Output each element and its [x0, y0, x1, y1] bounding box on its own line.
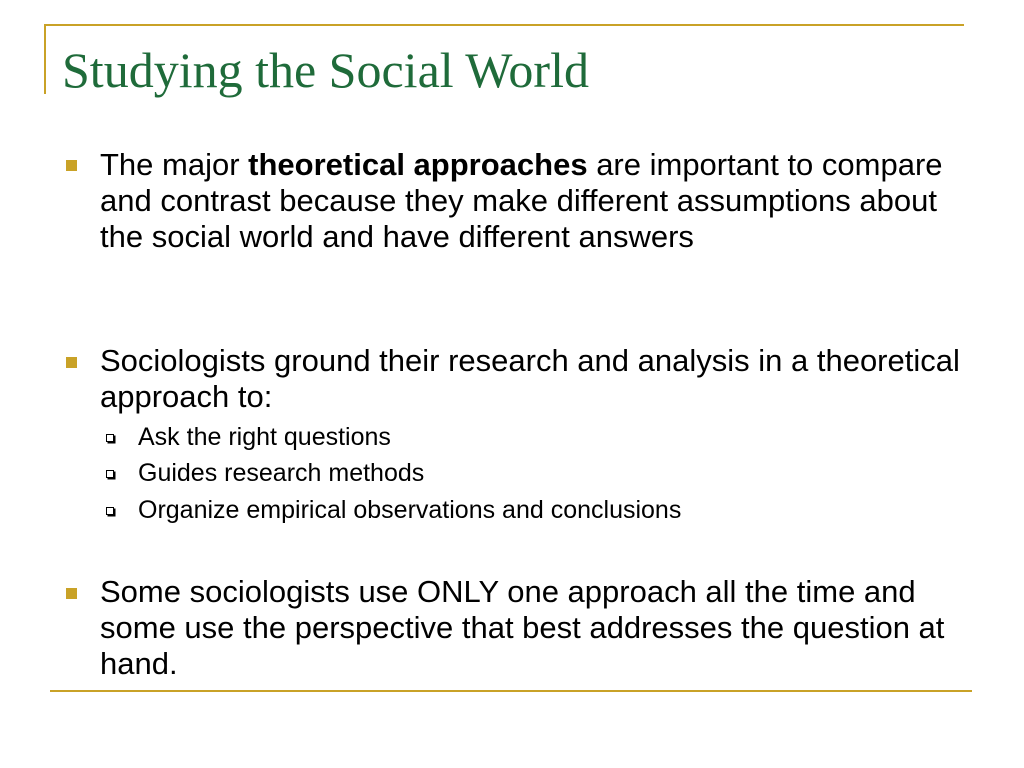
- sub-item-organize-observations: Organize empirical observations and conclusions: [138, 496, 682, 524]
- sub-item-guides-methods: Guides research methods: [138, 459, 425, 487]
- bullet-1-text-start: The major: [100, 147, 249, 182]
- bullet-item-2: Sociologists ground their research and analysis in a theoretical approach to:: [100, 343, 960, 414]
- bullet-item-3: Some sociologists use ONLY one approach all the time and some use the perspective that best addresses the question at hand.: [100, 574, 945, 681]
- bullet-1-keyword: theoretical approaches: [248, 147, 588, 182]
- filled-square-bullet-icon: [66, 588, 77, 599]
- left-accent-rule: [44, 24, 46, 94]
- top-accent-rule: [44, 24, 964, 26]
- bullet-1-text-end: are important to compare and contrast because they make different assumptions about the social world and have different answers: [100, 147, 943, 254]
- filled-square-bullet-icon: [66, 160, 77, 171]
- hollow-square-bullet-icon: [106, 470, 114, 478]
- bottom-accent-rule: [50, 690, 972, 692]
- filled-square-bullet-icon: [66, 357, 77, 368]
- slide-title: Studying the Social World: [62, 42, 589, 98]
- bullet-item-1: [100, 147, 960, 255]
- sub-item-ask-questions: Ask the right questions: [138, 423, 391, 451]
- hollow-square-bullet-icon: [106, 507, 114, 515]
- hollow-square-bullet-icon: [106, 434, 114, 442]
